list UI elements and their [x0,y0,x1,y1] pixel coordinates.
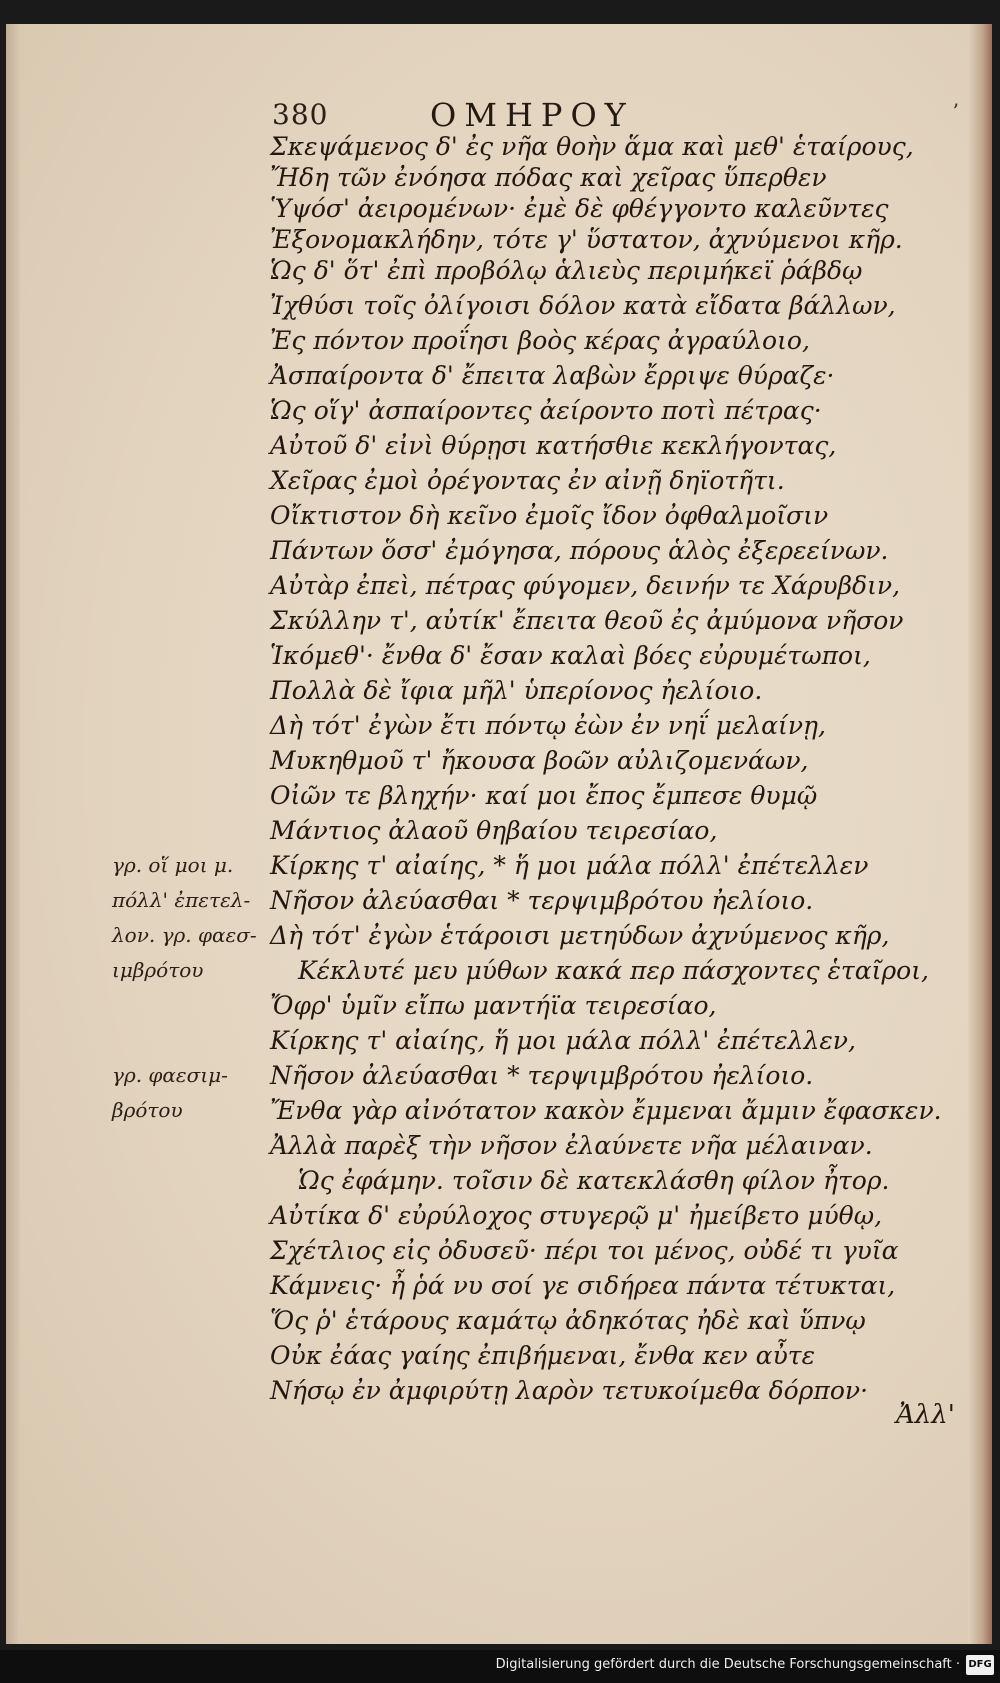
verse-line: Ὄφρ' ὑμῖν εἴπω μαντήϊα τειρεσίαο, [270,991,717,1020]
page-gutter-shadow [6,24,20,1644]
verse-line: Ἱκόμεθ'· ἔνθα δ' ἔσαν καλαὶ βόες εὐρυμέτωποι, [270,641,871,670]
verse-line: Ἀλλὰ παρὲξ τὴν νῆσον ἐλαύνετε νῆα μέλαιναν. [270,1131,873,1160]
verse-line: Χεῖρας ἐμοὶ ὀρέγοντας ἐν αἰνῇ δηϊοτῆτι. [270,466,785,495]
verse-line: Οἴκτιστον δὴ κεῖνο ἐμοῖς ἴδον ὀφθαλμοῖσιν [270,501,829,530]
verse-line: Ὅς ῥ' ἑτάρους καμάτῳ ἀδηκότας ἠδὲ καὶ ὕπνῳ [270,1306,866,1335]
verse-line: Ἀσπαίροντα δ' ἔπειτα λαβὼν ἔρριψε θύραζε· [270,361,835,390]
verse-line: Κίρκης τ' αἰαίης, * ἥ μοι μάλα πόλλ' ἐπέτελλεν [270,851,869,880]
running-head: ΟΜΗΡΟΥ [430,96,634,134]
verse-line: Ὡς οἵγ' ἀσπαίροντες ἀείροντο ποτὶ πέτρας· [270,396,822,425]
verse-line: Νήσῳ ἐν ἀμφιρύτῃ λαρὸν τετυκοίμεθα δόρπον· [270,1376,869,1405]
verse-line: Ἐξονομακλήδην, τότε γ' ὕστατον, ἀχνύμενοι κῆρ. [270,225,903,254]
verse-line: Μυκηθμοῦ τ' ἤκουσα βοῶν αὐλιζομενάων, [270,746,809,775]
verse-line: Κάμνεις· ἦ ῥά νυ σοί γε σιδήρεα πάντα τέτυκται, [270,1271,896,1300]
verse-line: Αὐτίκα δ' εὐρύλοχος στυγερῷ μ' ἠμείβετο μύθῳ, [270,1201,883,1230]
verse-line: Ἐς πόντον προΐησι βοὸς κέρας ἀγραύλοιο, [270,326,810,355]
verse-line: Οἰῶν τε βληχήν· καί μοι ἔπος ἔμπεσε θυμῷ [270,781,818,810]
verse-line: Κίρκης τ' αἰαίης, ἥ μοι μάλα πόλλ' ἐπέτελλεν, [270,1026,856,1055]
verse-line: Πολλὰ δὲ ἴφια μῆλ' ὑπερίονος ἠελίοιο. [270,676,763,705]
verse-line: Αὐτοῦ δ' εἰνὶ θύρῃσι κατήσθιε κεκλήγοντας, [270,431,837,460]
margin-note: γρ. φαεσιμ- [112,1063,228,1087]
verse-line: Ἰχθύσι τοῖς ὀλίγοισι δόλον κατὰ εἴδατα βάλλων, [270,291,896,320]
margin-note: βρότου [112,1098,183,1122]
verse-line: Νῆσον ἀλεύασθαι * τερψιμβρότου ἠελίοιο. [270,886,814,915]
verse-line: Δὴ τότ' ἐγὼν ἑτάροισι μετηύδων ἀχνύμενος κῆρ, [270,921,890,950]
verse-line: Ὡς ἐφάμην. τοῖσιν δὲ κατεκλάσθη φίλον ἦτορ. [298,1166,890,1195]
verse-line: Αὐτὰρ ἐπεὶ, πέτρας φύγομεν, δεινήν τε Χάρυβδιν, [270,571,901,600]
verse-line: Ὑψόσ' ἀειρομένων· ἐμὲ δὲ φθέγγοντο καλεῦντες [270,194,889,223]
ink-mark-icon: ʼ [952,99,959,123]
catchword: Ἀλλ' [896,1400,955,1430]
verse-line: Ἤδη τῶν ἐνόησα πόδας καὶ χεῖρας ὕπερθεν [270,163,827,192]
verse-line: Ὡς δ' ὅτ' ἐπὶ προβόλῳ ἁλιεὺς περιμήκεϊ ῥάβδῳ [270,256,863,285]
dfg-logo-icon: DFG [966,1655,994,1675]
verse-line: Νῆσον ἀλεύασθαι * τερψιμβρότου ἠελίοιο. [270,1061,814,1090]
page-number: 380 [272,98,329,131]
verse-line: Οὐκ ἐάας γαίης ἐπιβήμεναι, ἔνθα κεν αὖτε [270,1341,816,1370]
verse-line: Μάντιος ἀλαοῦ θηβαίου τειρεσίαο, [270,816,718,845]
verse-line: Σκύλλην τ', αὐτίκ' ἔπειτα θεοῦ ἐς ἀμύμονα νῆσον [270,606,904,635]
margin-note: ιμβρότου [112,958,204,982]
verse-line: Δὴ τότ' ἐγὼν ἔτι πόντῳ ἐὼν ἐν νηΐ μελαίνῃ, [270,711,826,740]
margin-note: λον. γρ. φαεσ- [112,923,257,947]
funding-credit: Digitalisierung gefördert durch die Deutsche Forschungsgemeinschaft · [495,1657,960,1672]
verse-line: Κέκλυτέ μευ μύθων κακά περ πάσχοντες ἑταῖροι, [298,956,929,985]
verse-line: Σχέτλιος εἰς ὀδυσεῦ· πέρι τοι μένος, οὐδέ τι γυῖα [270,1236,899,1265]
page-fore-edge [968,24,992,1644]
margin-note: γρ. οἵ μοι μ. [112,853,234,877]
margin-note: πόλλ' ἐπετελ- [112,888,251,912]
verse-line: Πάντων ὅσσ' ἐμόγησα, πόρους ἁλὸς ἐξερεείνων. [270,536,889,565]
verse-line: Ἔνθα γὰρ αἰνότατον κακὸν ἔμμεναι ἄμμιν ἔφασκεν. [270,1096,942,1125]
verse-line: Σκεψάμενος δ' ἐς νῆα θοὴν ἅμα καὶ μεθ' ἑταίρους, [270,132,914,161]
digitization-footer [0,1650,1000,1683]
